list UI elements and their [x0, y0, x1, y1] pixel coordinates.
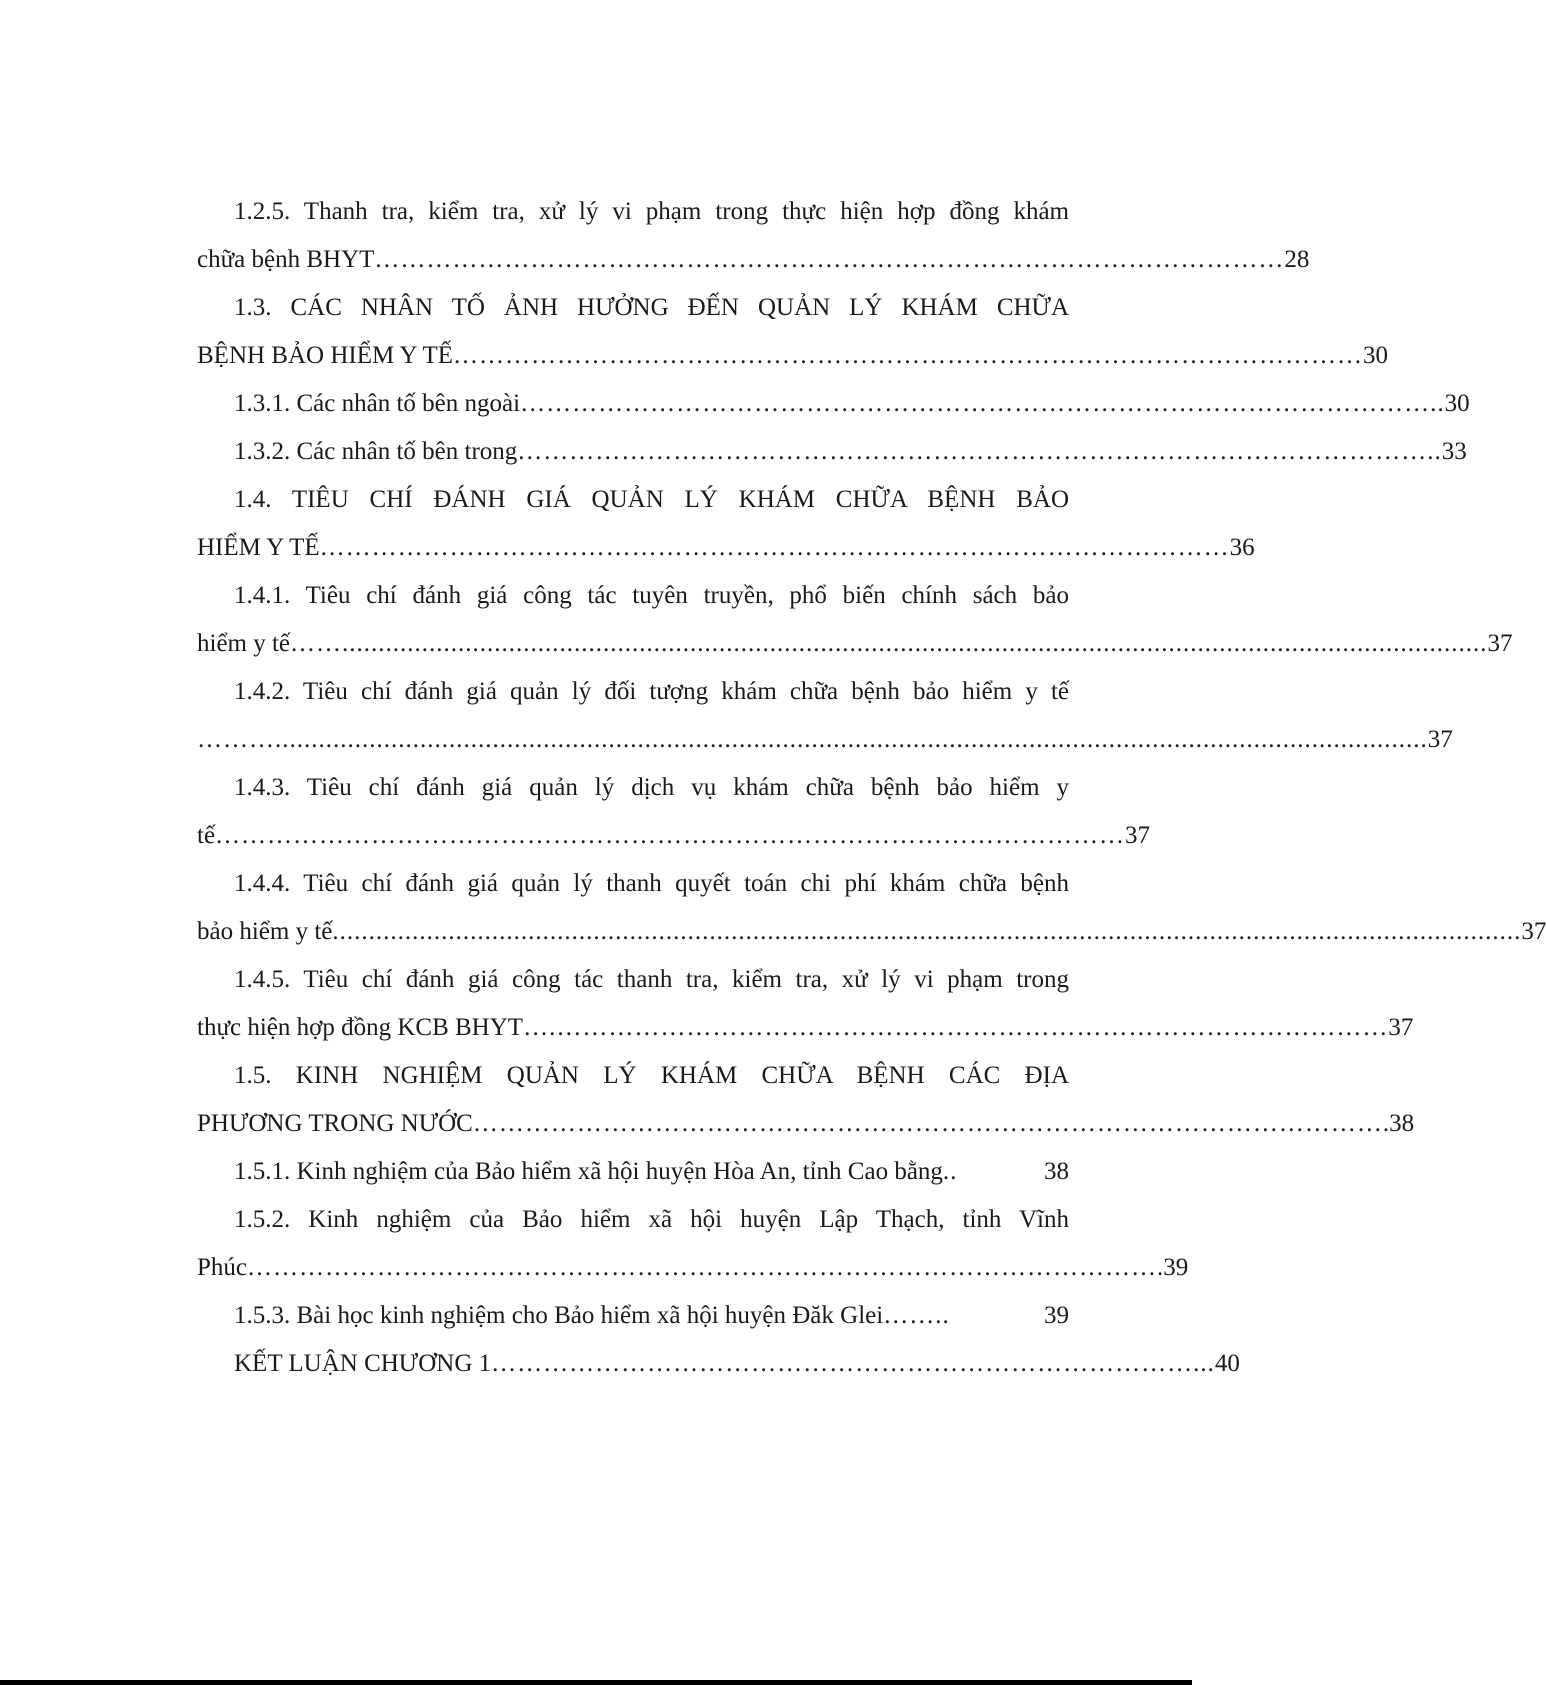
toc-entry-title-line: 1.5.2. Kinh nghiệm của Bảo hiểm xã hội huyện Lập Thạch, tỉnh Vĩnh: [234, 1206, 1069, 1233]
toc-entry-leader-line: [197, 1244, 1189, 1292]
toc-entry-title: 1.5.1. Kinh nghiệm của Bảo hiểm xã hội huyện Hòa An, tỉnh Cao bằng: [234, 1158, 943, 1185]
toc-entry-title: 1.3.2. Các nhân tố bên trong: [234, 438, 518, 465]
toc-entry-leader-line: [197, 1148, 1069, 1196]
toc-page-number: 40: [1214, 1350, 1240, 1377]
toc-page-number: 36: [1229, 534, 1255, 561]
toc-leader-dots: ……………………………………………………………………………………………: [453, 342, 1364, 369]
toc-leader-dots: ……………………………………………………………………………………………: [319, 534, 1230, 561]
toc-entry: [197, 1340, 1240, 1388]
toc-entry: [197, 764, 1151, 860]
toc-entry-title-line: 1.2.5. Thanh tra, kiểm tra, xử lý vi phạm trong thực hiện hợp đồng khám: [234, 198, 1069, 225]
toc-entry: [197, 572, 1513, 668]
toc-entry-leader-line: [197, 524, 1255, 572]
toc-entry: [197, 284, 1389, 380]
toc-page-number: 37: [1388, 1014, 1414, 1041]
toc-leader-dots: ……………………………………………………………………………………………: [247, 1254, 1157, 1281]
toc-entry-title: PHƯƠNG TRONG NƯỚC: [197, 1110, 473, 1137]
toc-entry: [197, 860, 1546, 956]
toc-entry-leader-line: [197, 1100, 1415, 1148]
toc-entry-title-line: 1.4.2. Tiêu chí đánh giá quản lý đối tượng khám chữa bệnh bảo hiểm y tế: [234, 678, 1069, 705]
toc-page-number: .38: [1382, 1110, 1415, 1137]
toc-entry-leader-line: [197, 1292, 1069, 1340]
toc-leader-dots: ……..: [883, 1302, 950, 1329]
toc-entry-title-line: 1.4.1. Tiêu chí đánh giá công tác tuyên truyền, phổ biến chính sách bảo: [234, 582, 1069, 609]
toc-leader-dots: ..: [942, 1158, 958, 1185]
toc-leader-dots: ....................................................................................................................................................................: [332, 918, 1522, 945]
toc-entry-leader-line: [197, 716, 1453, 764]
toc-entry-title-line: 1.4. TIÊU CHÍ ĐÁNH GIÁ QUẢN LÝ KHÁM CHỮA BỆNH BẢO: [234, 486, 1069, 513]
toc-entry-title: hiểm y tế: [197, 630, 291, 657]
toc-entry-title: thực hiện hợp đồng KCB BHYT: [197, 1014, 524, 1041]
toc-leader-dots: ……………………………………………………………………………………………: [215, 822, 1126, 849]
toc-entry: [197, 1196, 1189, 1292]
toc-entry: [197, 188, 1310, 284]
toc-leader-dots: ……………………………………………………………………………………………: [472, 1110, 1383, 1137]
toc-entry: [197, 1292, 1069, 1340]
toc-page-number: 30: [1363, 342, 1389, 369]
toc-entry-title: Phúc: [197, 1254, 247, 1281]
toc-entry: [197, 956, 1414, 1052]
toc-entry: [197, 668, 1453, 764]
toc-entry-title: KẾT LUẬN CHƯƠNG 1: [234, 1350, 492, 1377]
toc-entry-leader-line: [197, 332, 1389, 380]
toc-entry-title-line: 1.4.4. Tiêu chí đánh giá quản lý thanh quyết toán chi phí khám chữa bệnh: [234, 870, 1069, 897]
toc-leader-dots: ……………………………………………………………………………………………..: [520, 390, 1445, 417]
toc-entry: [197, 476, 1255, 572]
toc-entry-leader-line: [197, 1004, 1414, 1052]
toc-entry-leader-line: [197, 812, 1151, 860]
toc-entry: [197, 380, 1470, 428]
toc-entry-title-line: 1.5. KINH NGHIỆM QUẢN LÝ KHÁM CHỮA BỆNH CÁC ĐỊA: [234, 1062, 1069, 1089]
toc-page-number: 33: [1441, 438, 1467, 465]
toc-page-number: 37: [1427, 726, 1453, 753]
toc-entry-leader-line: [197, 908, 1546, 956]
toc-leader-dots: ………………………………………………………………………...: [491, 1350, 1215, 1377]
table-of-contents: [197, 188, 1546, 1388]
toc-page-number: 28: [1284, 246, 1310, 273]
toc-entry-title: HIỂM Y TẾ: [197, 534, 320, 561]
toc-leader-dots: ……………………………………………………………………………………………: [374, 246, 1285, 273]
toc-entry-title-line: 1.4.5. Tiêu chí đánh giá công tác thanh tra, kiểm tra, xử lý vi phạm trong: [234, 966, 1069, 993]
toc-leader-dots: ………...............................................................................................................................................................: [197, 726, 1428, 753]
toc-entry-leader-line: [197, 1340, 1240, 1388]
toc-leader-dots: ……………………………………………………………………………………………..: [517, 438, 1442, 465]
page-bottom-edge: [0, 1680, 1192, 1685]
toc-entry: [197, 428, 1467, 476]
toc-entry: [197, 1148, 1069, 1196]
toc-page-number: 37: [1125, 822, 1151, 849]
toc-entry-leader-line: [197, 620, 1513, 668]
toc-entry-title: 1.5.3. Bài học kinh nghiệm cho Bảo hiểm xã hội huyện Đăk Glei: [234, 1302, 884, 1329]
toc-leader-dots: ….……………………………………………………………………………………: [523, 1014, 1389, 1041]
toc-page-number: 38: [1044, 1158, 1069, 1185]
toc-entry-leader-line: [197, 380, 1470, 428]
toc-page-number: 39: [1044, 1302, 1069, 1329]
toc-entry-title-line: 1.4.3. Tiêu chí đánh giá quản lý dịch vụ khám chữa bệnh bảo hiểm y: [234, 774, 1069, 801]
toc-entry-title: 1.3.1. Các nhân tố bên ngoài: [234, 390, 521, 417]
toc-page-number: 37: [1521, 918, 1546, 945]
toc-entry-title: chữa bệnh BHYT: [197, 246, 375, 273]
toc-page-number: .39: [1157, 1254, 1189, 1281]
toc-entry-leader-line: [197, 236, 1310, 284]
toc-page-number: 30: [1444, 390, 1470, 417]
toc-page-number: 37: [1487, 630, 1513, 657]
toc-entry-title-line: 1.3. CÁC NHÂN TỐ ẢNH HƯỞNG ĐẾN QUẢN LÝ KHÁM CHỮA: [234, 294, 1069, 321]
toc-entry-title: bảo hiểm y tế: [197, 918, 333, 945]
toc-leader-dots: ……..............................................................................................................................................................: [290, 630, 1488, 657]
toc-entry: [197, 1052, 1415, 1148]
toc-entry-leader-line: [197, 428, 1467, 476]
toc-entry-title: tế: [197, 822, 216, 849]
toc-entry-title: BỆNH BẢO HIỂM Y TẾ: [197, 342, 454, 369]
